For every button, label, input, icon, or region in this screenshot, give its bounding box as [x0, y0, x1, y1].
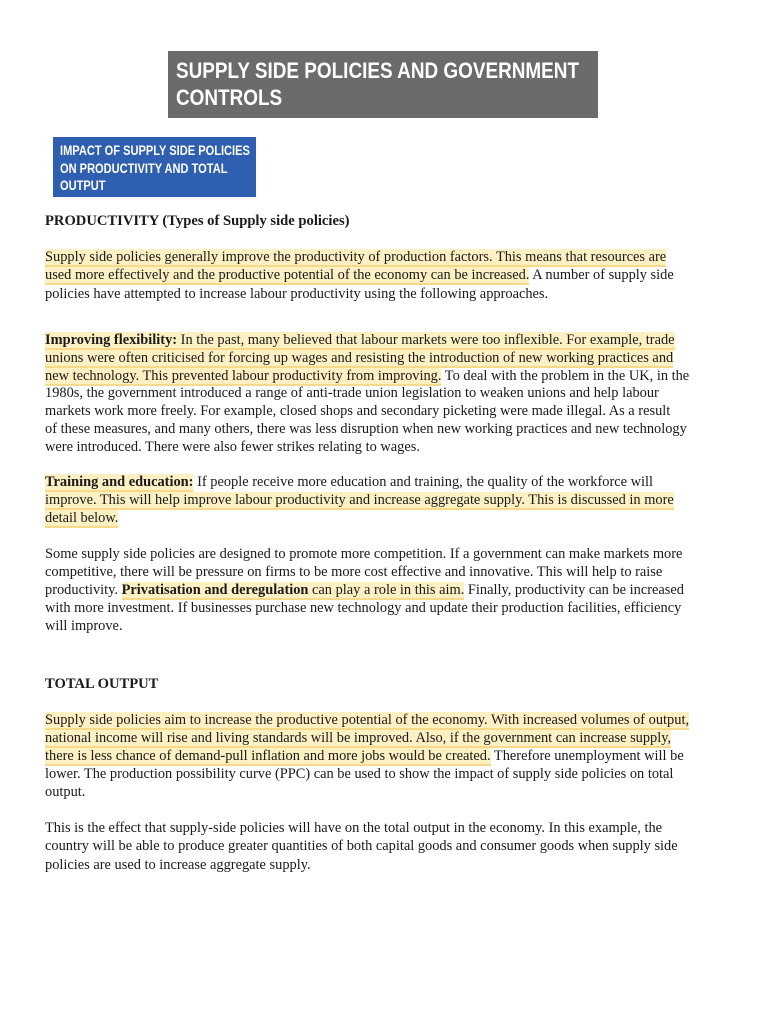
highlight: improve. This will help improve labour productivity and increase aggregate supply. This is discussed in more	[45, 492, 674, 508]
highlight: new technology. This prevented labour productivity from improving.	[45, 368, 442, 384]
subtitle-banner	[53, 137, 256, 197]
subtitle-line-2: ON PRODUCTIVITY AND TOTAL	[60, 160, 228, 176]
total-output-line	[45, 711, 689, 729]
flexibility-line	[45, 331, 675, 349]
subtitle-line-3: OUTPUT	[60, 178, 106, 193]
highlight: used more effectively and the productive potential of the economy can be increased.	[45, 267, 530, 283]
flexibility-line: 1980s, the government introduced a range of anti-trade union legislation to weaken unions and help labour	[45, 385, 659, 401]
highlight	[45, 332, 675, 348]
flexibility-label: Improving flexibility:	[45, 332, 178, 348]
title-line-2: CONTROLS	[176, 85, 283, 110]
total-output-line: lower. The production possibility curve (PPC) can be used to show the impact of supply side policies on total	[45, 766, 674, 782]
productivity-p1-line	[45, 266, 674, 284]
highlight: there is less chance of demand-pull inflation and more jobs would be created.	[45, 748, 491, 764]
effect-line: country will be able to produce greater quantities of both capital goods and consumer goods when supply side	[45, 838, 678, 854]
text: Finally, productivity can be increased	[464, 582, 684, 598]
flexibility-line	[45, 349, 673, 367]
competition-line: competitive, there will be pressure on firms to be more cost effective and innovative. This will help to raise	[45, 564, 663, 580]
text: In the past, many believed that labour markets were too inflexible. For example, trade	[177, 332, 675, 348]
title-banner	[168, 51, 598, 118]
title-line-1: SUPPLY SIDE POLICIES AND GOVERNMENT	[176, 58, 580, 83]
effect-line: policies are used to increase aggregate supply.	[45, 857, 311, 873]
highlight: unions were often criticised for forcing up wages and resisting the introduction of new working practices and	[45, 350, 674, 366]
text: To deal with the problem in the UK, in the	[441, 368, 690, 384]
training-line	[45, 491, 674, 509]
highlight: detail below.	[45, 510, 119, 526]
productivity-p1-line	[45, 248, 666, 266]
productivity-p1-line: policies have attempted to increase labour productivity using the following approaches.	[45, 286, 549, 302]
effect-line: This is the effect that supply-side policies will have on the total output in the economy. In this example, the	[45, 820, 663, 836]
total-output-line	[45, 729, 671, 747]
total-output-heading: TOTAL OUTPUT	[45, 676, 159, 692]
flexibility-line: were introduced. There were also fewer strikes relating to wages.	[45, 439, 420, 455]
competition-line: will improve.	[45, 618, 123, 634]
highlight	[122, 582, 465, 598]
text: can play a role in this aim.	[308, 582, 465, 598]
competition-line: with more investment. If businesses purchase new technology and update their production facilities, efficiency	[45, 600, 682, 616]
training-line	[45, 509, 118, 527]
text: If people receive more education and training, the quality of the workforce will	[193, 474, 653, 490]
total-output-line: output.	[45, 784, 86, 800]
training-label: Training and education:	[45, 474, 194, 490]
highlight: Supply side policies generally improve the productivity of production factors. This means that resources are	[45, 249, 667, 265]
text: A number of supply side	[529, 267, 674, 283]
flexibility-line: markets work more freely. For example, closed shops and secondary picketing were made illegal. As a result	[45, 403, 671, 419]
competition-line: Some supply side policies are designed to promote more competition. If a government can make markets more	[45, 546, 683, 562]
highlight: Supply side policies aim to increase the productive potential of the economy. With increased volumes of output,	[45, 712, 690, 728]
training-line	[45, 473, 653, 491]
competition-line	[45, 581, 684, 599]
productivity-heading: PRODUCTIVITY (Types of Supply side policies)	[45, 213, 350, 229]
text: Therefore unemployment will be	[490, 748, 684, 764]
privatisation-term: Privatisation and deregulation	[121, 582, 309, 598]
text: productivity.	[45, 582, 122, 598]
highlight: national income will rise and living standards will be improved. Also, if the government can increase supply,	[45, 730, 672, 746]
subtitle-line-1: IMPACT OF SUPPLY SIDE POLICIES	[60, 143, 250, 158]
total-output-line	[45, 747, 684, 765]
flexibility-line: of these measures, and many others, there was less disruption when new working practices and new technology	[45, 421, 687, 437]
flexibility-line	[45, 367, 689, 385]
